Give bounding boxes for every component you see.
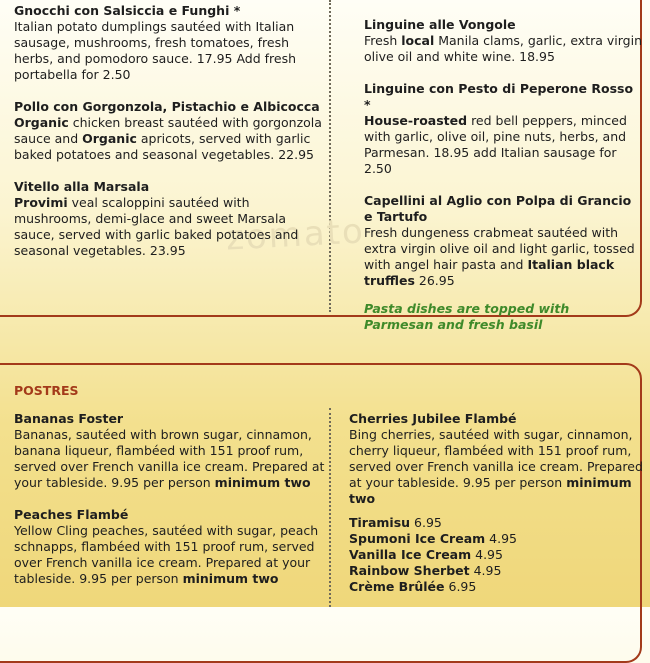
pasta-right-column bbox=[364, 17, 642, 333]
section-title-postres: POSTRES bbox=[14, 383, 79, 398]
dessert-name: Rainbow Sherbet bbox=[349, 563, 470, 578]
menu-item-name: Linguine con Pesto di Peperone Rosso * bbox=[364, 81, 634, 112]
menu-item-name: Linguine alle Vongole bbox=[364, 17, 516, 32]
column-divider bbox=[329, 0, 331, 312]
pasta-note: Pasta dishes are topped with Parmesan and fresh basil bbox=[364, 301, 570, 332]
menu-item-description: Yellow Cling peaches, sautéed with sugar, peach schnapps, flambéed with 151 proof rum, served over French vanilla ice cream. Prepared at your tableside. 9.95 per person minimum two bbox=[14, 523, 319, 586]
menu-item-description: Provimi veal scaloppini sautéed with mushrooms, demi-glace and sweet Marsala sauce, served with garlic baked potatoes and seasonal vegetables. 23.95 bbox=[14, 195, 299, 258]
dessert-list bbox=[349, 515, 647, 595]
menu-item bbox=[364, 17, 642, 65]
column-divider bbox=[329, 408, 331, 607]
menu-item-description: Fresh local Manila clams, garlic, extra virgin olive oil and white wine. 18.95 bbox=[364, 33, 642, 64]
menu-item-description: Fresh dungeness crabmeat sautéed with extra virgin olive oil and light garlic, tossed with angel hair pasta and Italian black truffles 26.95 bbox=[364, 225, 635, 288]
menu-item bbox=[14, 179, 328, 259]
menu-item-name: Pollo con Gorgonzola, Pistachio e Albicocca bbox=[14, 99, 320, 114]
dessert-list-item bbox=[349, 531, 647, 547]
menu-item-description: Bing cherries, sautéed with sugar, cinnamon, cherry liqueur, flambéed with 151 proof rum, served over French vanilla ice cream. Prepared at your tableside. 9.95 per person minimum two bbox=[349, 427, 643, 506]
menu-item-name: Vitello alla Marsala bbox=[14, 179, 150, 194]
dessert-price: 6.95 bbox=[410, 515, 442, 530]
dessert-name: Spumoni Ice Cream bbox=[349, 531, 486, 546]
dessert-list-item bbox=[349, 515, 647, 531]
menu-item bbox=[364, 193, 642, 289]
menu-item bbox=[14, 3, 328, 83]
menu-item-name: Gnocchi con Salsiccia e Funghi * bbox=[14, 3, 241, 18]
menu-item bbox=[14, 507, 328, 587]
dessert-price: 4.95 bbox=[485, 531, 517, 546]
dessert-list-item bbox=[349, 547, 647, 563]
menu-item-name: Cherries Jubilee Flambé bbox=[349, 411, 517, 426]
postres-left-column bbox=[14, 411, 328, 603]
dessert-list-item bbox=[349, 579, 647, 595]
dessert-name: Crème Brûlée bbox=[349, 579, 445, 594]
menu-item-name: Capellini al Aglio con Polpa di Grancio e Tartufo bbox=[364, 193, 632, 224]
dessert-price: 4.95 bbox=[469, 563, 502, 578]
menu-item-name: Peaches Flambé bbox=[14, 507, 129, 522]
menu-item-description: Italian potato dumplings sautéed with Italian sausage, mushrooms, fresh tomatoes, fresh herbs, and pomodoro sauce. 17.95 Add fresh portabella for 2.50 bbox=[14, 19, 297, 82]
menu-item-description: House-roasted red bell peppers, minced with garlic, olive oil, pine nuts, herbs, and Parmesan. 18.95 add Italian sausage for 2.50 bbox=[364, 113, 627, 176]
menu-item bbox=[349, 411, 647, 507]
menu-item bbox=[14, 99, 328, 163]
menu-item-name: Bananas Foster bbox=[14, 411, 124, 426]
menu-item-description: Organic chicken breast sautéed with gorgonzola sauce and Organic apricots, served with garlic baked potatoes and seasonal vegetables. 22.95 bbox=[14, 115, 322, 162]
menu-item bbox=[364, 81, 642, 177]
menu-item bbox=[14, 411, 328, 491]
dessert-name: Tiramisu bbox=[349, 515, 411, 530]
dessert-price: 6.95 bbox=[444, 579, 477, 594]
pasta-left-column bbox=[14, 3, 328, 275]
dessert-name: Vanilla Ice Cream bbox=[349, 547, 472, 562]
postres-right-column bbox=[349, 411, 647, 595]
dessert-list-item bbox=[349, 563, 647, 579]
menu-item-description: Bananas, sautéed with brown sugar, cinnamon, banana liqueur, flambéed with 151 proof rum, served over French vanilla ice cream. Prepared at your tableside. 9.95 per person minimum two bbox=[14, 427, 325, 490]
dessert-price: 4.95 bbox=[471, 547, 503, 562]
watermark: zomato bbox=[225, 211, 366, 259]
